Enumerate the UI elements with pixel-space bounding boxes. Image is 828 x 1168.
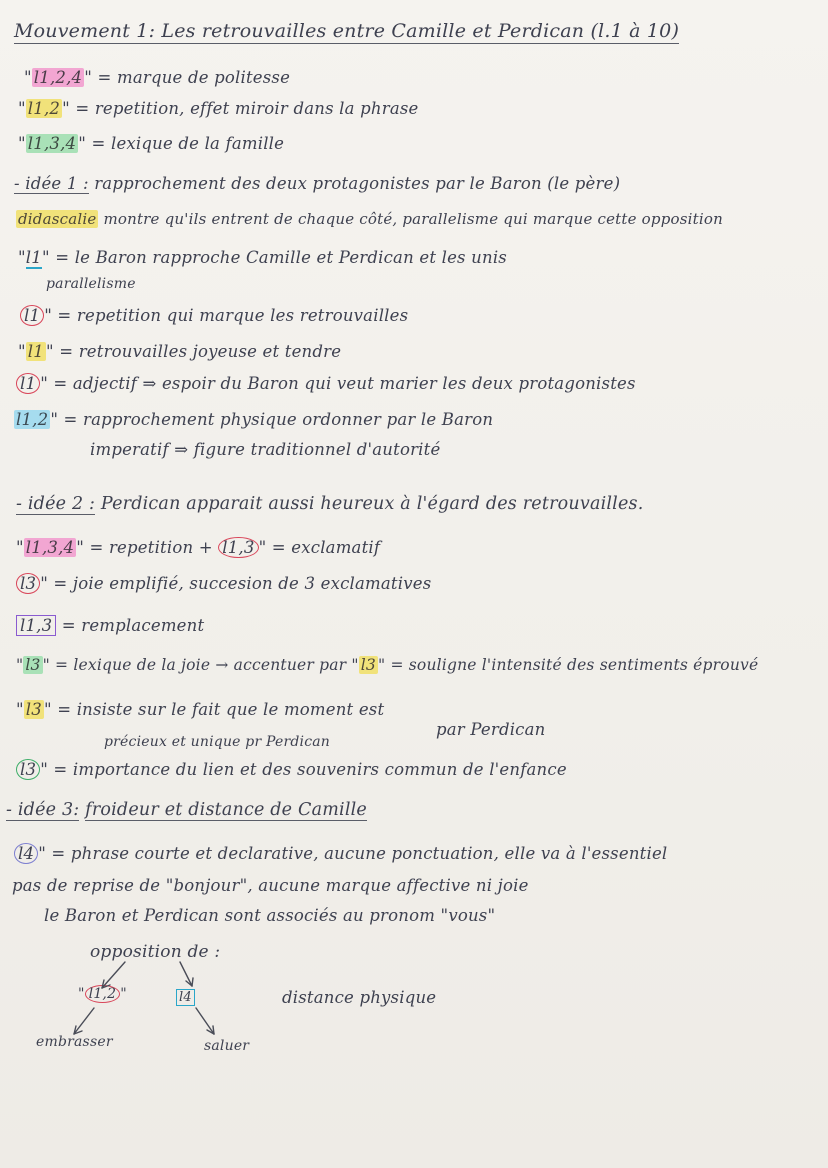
legend-ref-1: l1,2,4: [33, 68, 83, 87]
l1-yellow-ref: l1: [27, 342, 44, 361]
page-title: Mouvement 1: Les retrouvailles entre Camille et Perdican (l.1 à 10): [14, 20, 680, 42]
idee1-l1c-line: " l1 " = retrouvailles joyeuse et tendre: [18, 342, 342, 361]
idee1-l1d-line: l1 " = adjectif ⇒ espoir du Baron qui veut marier les deux protagonistes: [16, 374, 636, 393]
idee2-pink-ref: l1,3,4: [25, 538, 75, 557]
idee2-d-line: " l3 " = lexique de la joie → accentuer par " l3 " = souligne l'intensité des sentiments éprouvé: [16, 656, 759, 674]
l1-underlined-ref: l1: [25, 248, 42, 267]
arrow-to-left-leaf: [74, 1008, 94, 1034]
idee3-heading: - idée 3: froideur et distance de Camille: [6, 800, 367, 820]
l3-yellow-ref-2: l3: [25, 700, 42, 719]
legend-line-1: " l1,2,4 " = marque de politesse: [24, 68, 291, 87]
arrow-to-right-ref: [180, 962, 192, 986]
idee1-l1b-line: l1 " = repetition qui marque les retrouvailles: [20, 306, 408, 325]
idee2-e-line: " l3 " = insiste sur le fait que le moment est: [16, 700, 385, 719]
l3-green-ref: l3: [25, 656, 41, 674]
idee1-l12-continuation: imperatif ⇒ figure traditionnel d'autorité: [90, 440, 441, 459]
idee1-l12-line: l1,2 " = rapprochement physique ordonner par le Baron: [16, 410, 494, 429]
arrow-to-left-ref: [102, 962, 125, 988]
l3-green-circle: l3: [16, 759, 40, 780]
idee3-a-line: l4 " = phrase courte et declarative, aucune ponctuation, elle va à l'essentiel: [14, 844, 667, 863]
didascalie-line: didascalie montre qu'ils entrent de chaque côté, parallelisme qui marque cette opposition: [18, 210, 723, 228]
idee2-e-continuation: précieux et unique pr Perdican: [104, 734, 331, 750]
l1-circle-ref: l1: [16, 373, 40, 394]
idee1-l1-continuation: parallelisme: [46, 276, 136, 292]
l3-yellow-ref: l3: [360, 656, 376, 674]
idee3-b-line: pas de reprise de "bonjour", aucune marque affective ni joie: [12, 876, 529, 895]
idee3-c-line: le Baron et Perdican sont associés au pronom "vous": [44, 906, 496, 925]
didascalie-highlight: didascalie: [18, 210, 97, 228]
arrow-to-right-leaf: [196, 1008, 214, 1034]
l12-cyan-ref: l1,2: [16, 410, 49, 429]
opp-right-ref: l4: [176, 986, 195, 1005]
idee2-heading: - idée 2 : Perdican apparait aussi heureux à l'égard des retrouvailles.: [16, 494, 644, 514]
idee1-heading: - idée 1 : rapprochement des deux protagonistes par le Baron (le père): [14, 174, 621, 193]
l13-purple-box: l1,3: [16, 615, 56, 636]
idee1-l1-line: "l1" = le Baron rapproche Camille et Perdican et les unis: [18, 248, 507, 267]
l4-circle: l4: [14, 843, 38, 864]
legend-ref-2: l1,2: [27, 99, 61, 118]
opp-right-leaf: saluer: [204, 1038, 250, 1054]
legend-line-3: " l1,3,4 " = lexique de la famille: [18, 134, 285, 153]
opp-left-ref: " l1,2 ": [78, 986, 127, 1002]
l1-red-circle: l1: [20, 305, 44, 326]
idee2-f-line: l3 " = importance du lien et des souvenirs commun de l'enfance: [16, 760, 567, 779]
opp-left-leaf: embrasser: [36, 1034, 113, 1050]
idee2-a-line: " l1,3,4 " = repetition + l1,3 " = exclamatif: [16, 538, 381, 557]
opposition-label: opposition de :: [90, 942, 221, 962]
idee2-circle-ref: l1,3: [218, 537, 258, 558]
opp-right-note: distance physique: [282, 988, 437, 1007]
idee2-c-line: l1,3 = remplacement: [16, 616, 204, 635]
l3-red-circle: l3: [16, 573, 40, 594]
idee2-d-continuation: par Perdican: [436, 720, 546, 739]
legend-line-2: " l1,2 " = repetition, effet miroir dans la phrase: [18, 99, 419, 118]
idee2-b-line: l3 " = joie emplifié, succesion de 3 exclamatives: [16, 574, 431, 593]
legend-ref-3: l1,3,4: [27, 134, 77, 153]
